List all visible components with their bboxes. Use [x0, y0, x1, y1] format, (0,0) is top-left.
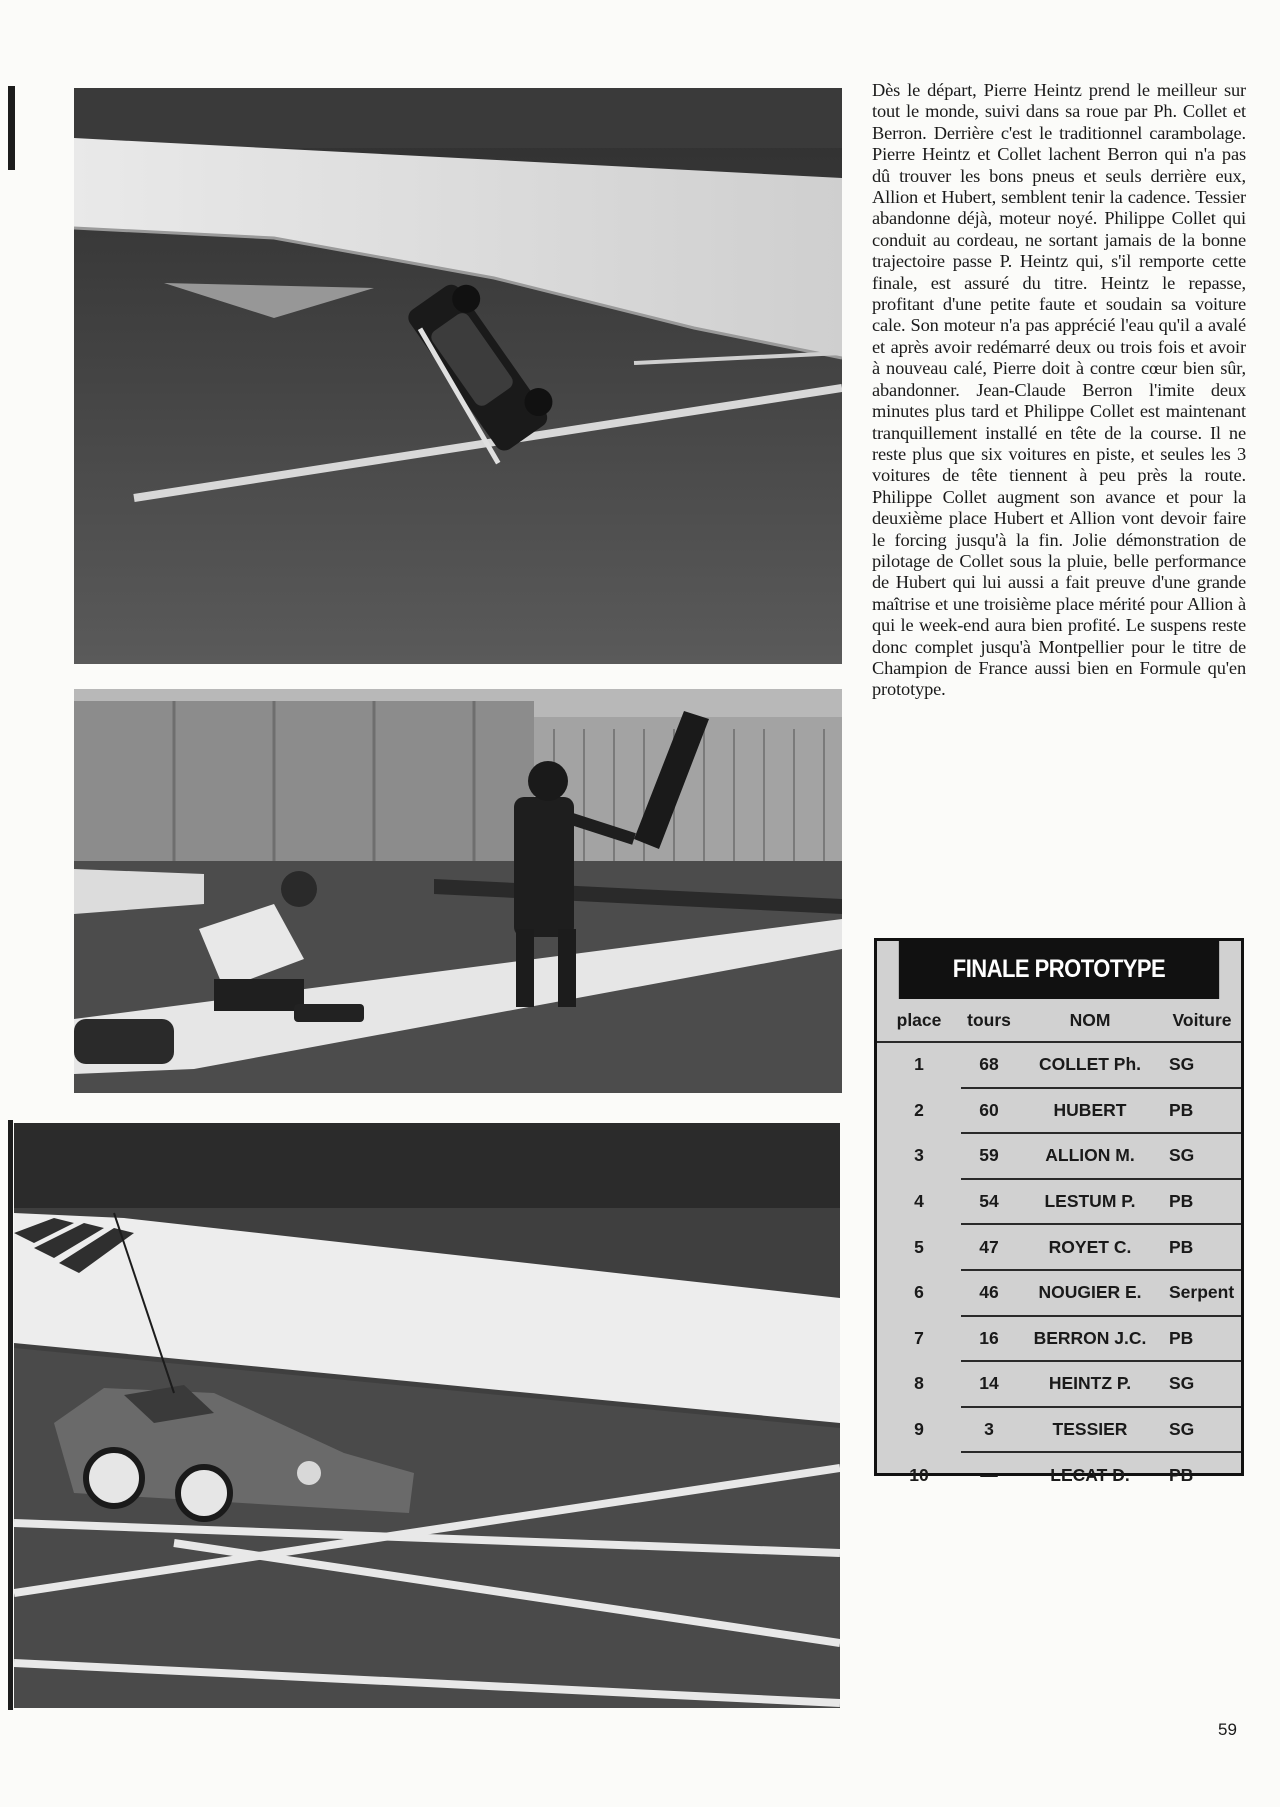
cell-tours: 14 [961, 1361, 1017, 1407]
cell-nom: LESTUM P. [1017, 1179, 1163, 1225]
cell-place: 8 [914, 1373, 924, 1394]
cell-voiture: SG [1163, 1407, 1241, 1453]
col-header-nom: NOM [1017, 999, 1163, 1042]
binding-mark [8, 86, 15, 170]
col-header-place: place [877, 999, 961, 1042]
table-row [877, 1452, 1241, 1497]
cell-nom: LECAT D. [1050, 1464, 1130, 1485]
cell-nom: HEINTZ P. [1017, 1361, 1163, 1407]
cell-nom: TESSIER [1017, 1407, 1163, 1453]
cell-place: 4 [914, 1191, 924, 1212]
col-header-voiture: Voiture [1163, 999, 1241, 1042]
cell-tours: 68 [961, 1042, 1017, 1088]
cell-place: 5 [914, 1236, 924, 1257]
cell-voiture: PB [1169, 1464, 1194, 1485]
cell-nom: COLLET Ph. [1017, 1042, 1163, 1088]
table-header-row [877, 999, 1241, 1042]
results-table [877, 999, 1241, 1497]
table-row [877, 1407, 1241, 1453]
cell-nom: ROYET C. [1017, 1224, 1163, 1270]
photo-prototype-car [14, 1123, 840, 1708]
cell-nom: HUBERT [1017, 1088, 1163, 1134]
cell-nom: NOUGIER E. [1017, 1270, 1163, 1316]
cell-voiture: SG [1163, 1361, 1241, 1407]
cell-nom: ALLION M. [1017, 1133, 1163, 1179]
cell-voiture: PB [1163, 1179, 1241, 1225]
cell-nom: BERRON J.C. [1017, 1316, 1163, 1362]
col-header-tours: tours [961, 999, 1017, 1042]
results-title: FINALE PROTOTYPE [899, 941, 1219, 999]
cell-tours: 16 [961, 1316, 1017, 1362]
cell-tours: 60 [961, 1088, 1017, 1134]
table-row [877, 1224, 1241, 1270]
cell-tours: — [980, 1464, 998, 1485]
table-row [877, 1316, 1241, 1362]
table-row [877, 1361, 1241, 1407]
table-row [877, 1042, 1241, 1088]
cell-voiture: PB [1163, 1088, 1241, 1134]
article-paragraph: Dès le départ, Pierre Heintz prend le meilleur sur tout le monde, suivi dans sa roue par Ph. Collet et Berron. Derrière c'est le traditionnel carambolage. Pierre Heintz et Collet lachent Berron qui n'a pas dû trouver les bons pneus et seuls derrière eux, Allion et Hubert, semblent tenir la cadence. Tessier abandonne déjà, moteur noyé. Philippe Collet qui conduit au cordeau, ne sortant jamais de la bonne trajectoire passe P. Heintz qui, s'il remporte cette finale, est assuré du titre. Heintz le repasse, profitant d'une petite faute et soudain sa voiture cale. Son moteur n'a pas apprécié l'eau qu'il a avalé et après avoir redémarré deux ou trois fois et avoir à nouveau calé, Pierre doit à contre cœur bien sûr, abandonner. Jean-Claude Berron l'imite deux minutes plus tard et Philippe Collet est maintenant tranquillement installé en tête de la course. Il ne reste plus que six voitures en piste, et seules les 3 voitures de tête tiennent à peu près la route. Philippe Collet augment son avance et pour la deuxième place Hubert et Allion vont devoir faire le forcing jusqu'à la fin. Jolie démonstration de pilotage de Collet sous la pluie, belle performance de Hubert qui lui aussi a fait preuve d'une grande maîtrise et une troisième place mérité pour Allion à qui le week-end aura bien profité. Le suspens reste donc complet jusqu'à Montpellier pour le titre de Champion de France aussi bien en Formule qu'en prototype. [872, 80, 1246, 700]
cell-place: 1 [914, 1054, 924, 1075]
table-row [877, 1179, 1241, 1225]
cell-tours: 47 [961, 1224, 1017, 1270]
table-row [877, 1133, 1241, 1179]
cell-place: 2 [914, 1099, 924, 1120]
binding-mark [8, 1120, 13, 1710]
photo-car-crash [74, 88, 842, 664]
photo-marshal-flag [74, 689, 842, 1093]
cell-place: 9 [914, 1419, 924, 1440]
cell-tours: 46 [961, 1270, 1017, 1316]
cell-voiture: Serpent [1163, 1270, 1241, 1316]
cell-voiture: PB [1163, 1224, 1241, 1270]
cell-place: 3 [914, 1145, 924, 1166]
cell-voiture: PB [1163, 1316, 1241, 1362]
article-body [872, 80, 1246, 701]
cell-place: 10 [909, 1464, 929, 1485]
cell-tours: 54 [961, 1179, 1017, 1225]
cell-place: 6 [914, 1282, 924, 1303]
results-box [874, 938, 1244, 1485]
cell-place: 7 [914, 1327, 924, 1348]
cell-tours: 59 [961, 1133, 1017, 1179]
cell-tours: 3 [961, 1407, 1017, 1453]
cell-voiture: SG [1163, 1133, 1241, 1179]
page-number: 59 [1218, 1720, 1237, 1739]
cell-voiture: SG [1163, 1042, 1241, 1088]
table-row [877, 1088, 1241, 1134]
table-row [877, 1270, 1241, 1316]
